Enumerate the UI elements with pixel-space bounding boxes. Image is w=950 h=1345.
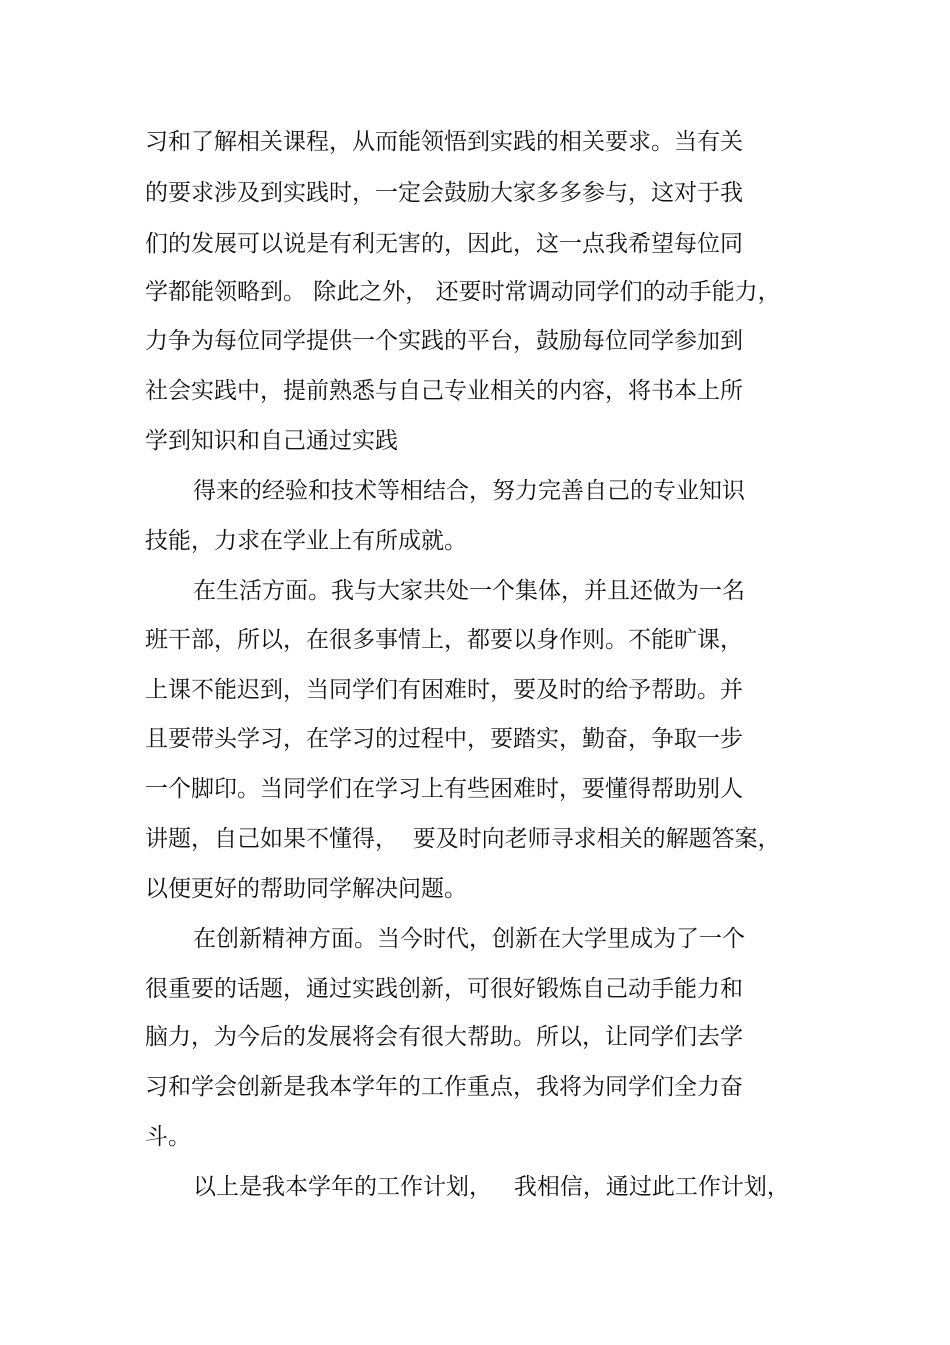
text-line: 技能，力求在学业上有所成就。 <box>145 528 467 554</box>
text-line: 学都能领略到。 除此之外， 还要时常调动同学们的动手能力， <box>145 279 781 305</box>
text-line: 脑力，为今后的发展将会有很大帮助。所以，让同学们去学 <box>145 1024 743 1050</box>
text-line: 班干部，所以，在很多事情上，都要以身作则。不能旷课， <box>145 627 743 653</box>
text-line: 学到知识和自己通过实践 <box>145 428 398 454</box>
text-line: 习和了解相关课程，从而能领悟到实践的相关要求。当有关 <box>145 129 743 155</box>
text-line: 习和学会创新是我本学年的工作重点，我将为同学们全力奋 <box>145 1074 743 1100</box>
paragraph-first-line: 得来的经验和技术等相结合，努力完善自己的专业知识 <box>193 478 745 504</box>
text-line: 很重要的话题，通过实践创新，可很好锻炼自己动手能力和 <box>145 976 743 1002</box>
paragraph-first-line: 以上是我本学年的工作计划， 我相信，通过此工作计划， <box>193 1174 790 1200</box>
text-line: 力争为每位同学提供一个实践的平台，鼓励每位同学参加到 <box>145 328 743 354</box>
paragraph-first-line: 在生活方面。我与大家共处一个集体，并且还做为一名 <box>193 578 745 604</box>
text-line: 斗。 <box>145 1124 191 1150</box>
paragraph-first-line: 在创新精神方面。当今时代，创新在大学里成为了一个 <box>193 926 745 952</box>
text-line: 社会实践中，提前熟悉与自己专业相关的内容，将书本上所 <box>145 378 743 404</box>
text-line: 们的发展可以说是有利无害的，因此，这一点我希望每位同 <box>145 231 743 257</box>
text-line: 的要求涉及到实践时，一定会鼓励大家多多参与，这对于我 <box>145 180 743 206</box>
text-line: 讲题，自己如果不懂得， 要及时向老师寻求相关的解题答案， <box>145 826 781 852</box>
text-line: 一个脚印。当同学们在学习上有些困难时，要懂得帮助别人 <box>145 776 743 802</box>
text-line: 且要带头学习，在学习的过程中，要踏实，勤奋，争取一步 <box>145 726 743 752</box>
text-line: 以便更好的帮助同学解决问题。 <box>145 876 467 902</box>
text-line: 上课不能迟到，当同学们有困难时，要及时的给予帮助。并 <box>145 677 743 703</box>
